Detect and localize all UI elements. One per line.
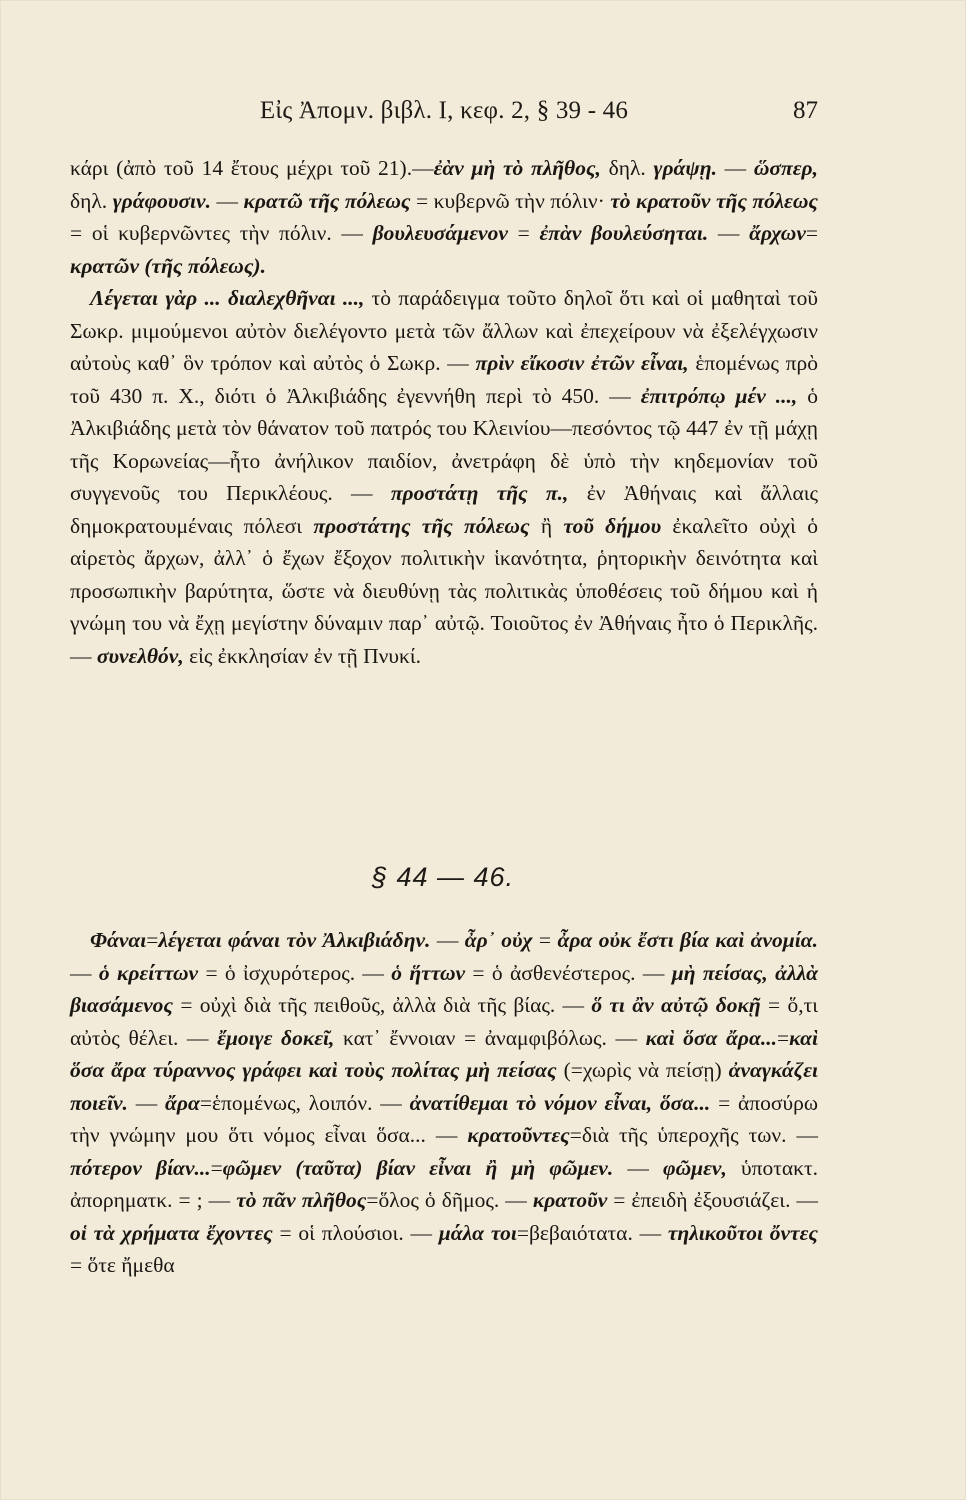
keyword-term: ἔμοιγε δοκεῖ,	[217, 1025, 335, 1050]
keyword-term: κρατοῦντες	[467, 1123, 570, 1147]
section-heading: § 44 — 46.	[371, 862, 515, 892]
keyword-term: οἱ τὰ χρήματα ἔχοντες	[70, 1220, 273, 1245]
keyword-term: τὸ κρατοῦν τῆς πόλεως	[610, 188, 819, 213]
keyword-term: ἐπὰν βουλεύσηται.	[539, 221, 709, 245]
keyword-term: ὅ τι ἂν αὐτῷ δοκῇ	[591, 993, 761, 1017]
keyword-term: μὴ πείσας, ἀλλὰ βιασάμενος	[70, 960, 819, 1017]
keyword-term: ὁ κρείττων	[98, 960, 199, 985]
commentary-block-1	[70, 152, 818, 672]
keyword-term: Φάναι	[90, 928, 147, 952]
keyword-term: ὥσπερ,	[753, 156, 818, 180]
paragraph: κάρι (ἀπὸ τοῦ 14 ἔτους μέχρι τοῦ 21).—ἐὰν μὴ τὸ πλῆθος, δηλ. γράψῃ. — ὥσπερ, δηλ. γράφουσιν. — κρατῶ τῆς πόλεως = κυβερνῶ τὴν πόλιν· τὸ κρατοῦν τῆς πόλεως = οἱ κυβερνῶντες τὴν πόλιν. — βουλευσάμενον = ἐπὰν βουλεύσηται. — ἄρχων= κρατῶν (τῆς πόλεως).	[70, 156, 819, 278]
keyword-term: τοῦ δήμου	[563, 513, 662, 538]
keyword-term: ἆρα οὐκ ἔστι βία καὶ ἀνομία.	[557, 928, 819, 952]
keyword-term: κρατῶ τῆς πόλεως	[243, 188, 411, 213]
running-header	[70, 92, 818, 130]
keyword-term: καὶ ὅσα ἄρα τύραννος γράφει καὶ τοὺς πολίτας μὴ πείσας	[70, 1025, 818, 1082]
keyword-term: τὸ πᾶν πλῆθος	[236, 1188, 367, 1212]
keyword-term: ἆρ᾽ οὐχ	[464, 928, 533, 952]
keyword-term: ἀναγκάζει ποιεῖν.	[70, 1058, 818, 1115]
keyword-term: μάλα τοι	[438, 1220, 517, 1245]
keyword-term: κρατοῦν	[532, 1188, 608, 1212]
keyword-term: λέγεται φάναι τὸν Ἀλκιβιάδην.	[158, 928, 431, 952]
keyword-term: πότερον βίαν...	[70, 1155, 211, 1180]
paragraph: Φάναι=λέγεται φάναι τὸν Ἀλκιβιάδην. — ἆρ᾽ οὐχ = ἆρα οὐκ ἔστι βία καὶ ἀνομία. — ὁ κρείττων = ὁ ἰσχυρότερος. — ὁ ἥττων = ὁ ἀσθενέστερος. — μὴ πείσας, ἀλλὰ βιασάμενος = οὐχὶ διὰ τῆς πειθοῦς, ἀλλὰ διὰ τῆς βίας. — ὅ τι ἂν αὐτῷ δοκῇ = ὅ,τι αὐτὸς θέλει. — ἔμοιγε δοκεῖ, κατ᾽ ἔννοιαν = ἀναμφιβόλως. — καὶ ὅσα ἄρα...=καὶ ὅσα ἄρα τύραννος γράφει καὶ τοὺς πολίτας μὴ πείσας (=χωρὶς νὰ πείσῃ) ἀναγκάζει ποιεῖν. — ἄρα=ἑπομένως, λοιπόν. — ἀνατίθεμαι τὸ νόμον εἶναι, ὅσα... = ἀποσύρω τὴν γνώμην μου ὅτι νόμος εἶναι ὅσα... — κρατοῦντες=διὰ τῆς ὑπεροχῆς των. — πότερον βίαν...=φῶμεν (ταῦτα) βίαν εἶναι ἢ μὴ φῶμεν. — φῶμεν, ὑποτακτ. ἀπορηματκ. = ; — τὸ πᾶν πλῆθος=ὅλος ὁ δῆμος. — κρατοῦν = ἐπειδὴ ἐξουσιάζει. — οἱ τὰ χρήματα ἔχοντες = οἱ πλούσιοι. — μάλα τοι=βεβαιότατα. — τηλικοῦτοι ὄντες = ὅτε ἤμεθα	[70, 928, 819, 1277]
keyword-term: προστάτῃ τῆς π.,	[390, 481, 569, 505]
keyword-term: γράψῃ.	[653, 156, 717, 180]
keyword-term: ἄρχων	[749, 221, 806, 245]
paragraph: Λέγεται γὰρ ... διαλεχθῆναι ..., τὸ παράδειγμα τοῦτο δηλοῖ ὅτι καὶ οἱ μαθηταὶ τοῦ Σωκρ. μιμούμενοι αὐτὸν διελέγοντο μετὰ τῶν ἄλλων καὶ ἐπεχείρουν νὰ ἐξελέγχωσιν αὐτοὺς καθ᾽ ὃν τρόπον καὶ αὐτὸς ὁ Σωκρ. — πρὶν εἴκοσιν ἐτῶν εἶναι, ἑπομένως πρὸ τοῦ 430 π. Χ., διότι ὁ Ἀλκιβιάδης ἐγεννήθη περὶ τὸ 450. — ἐπιτρόπῳ μέν ..., ὁ Ἀλκιβιάδης μετὰ τὸν θάνατον τοῦ πατρός του Κλεινίου—πεσόντος τῷ 447 ἐν τῇ μάχῃ τῆς Κορωνείας—ἦτο ἀνήλικον παιδίον, ἀνετράφη δὲ ὑπὸ τὴν κηδεμονίαν τοῦ συγγενοῦς του Περικλέους. — προστάτῃ τῆς π., ἐν Ἀθήναις καὶ ἄλλαις δημοκρατουμέναις πόλεσι προστάτης τῆς πόλεως ἢ τοῦ δήμου ἐκαλεῖτο οὐχὶ ὁ αἱρετὸς ἄρχων, ἀλλ᾽ ὁ ἔχων ἔξοχον πολιτικὴν ἱκανότητα, ῥητορικὴν δεινότητα καὶ προσωπικὴν βαρύτητα, ὥστε νὰ διευθύνῃ τὰς πολιτικὰς ὑποθέσεις τοῦ δήμου καὶ ἡ γνώμη του νὰ ἔχῃ μεγίστην δύναμιν παρ᾽ αὐτῷ. Τοιοῦτος ἐν Ἀθήναις ἦτο ὁ Περικλῆς. — συνελθόν, εἰς ἐκκλησίαν ἐν τῇ Πνυκί.	[70, 286, 819, 668]
keyword-term: φῶμεν,	[663, 1155, 727, 1180]
keyword-term: κρατῶν (τῆς πόλεως).	[70, 253, 266, 278]
keyword-term: φῶμεν (ταῦτα) βίαν εἶναι ἢ μὴ φῶμεν.	[222, 1155, 614, 1180]
keyword-term: γράφουσιν.	[112, 188, 211, 213]
keyword-term: προστάτης τῆς πόλεως	[313, 513, 530, 538]
keyword-term: ἐπιτρόπῳ μέν ...,	[640, 383, 798, 408]
keyword-term: ἐὰν μὴ τὸ πλῆθος,	[433, 156, 601, 180]
keyword-term: καὶ ὅσα ἄρα...	[645, 1025, 777, 1050]
keyword-term: ὁ ἥττων	[391, 960, 466, 985]
keyword-term: πρὶν εἴκοσιν ἐτῶν εἶναι,	[475, 351, 689, 375]
commentary-block-2	[70, 924, 818, 1282]
keyword-term: συνελθόν,	[96, 643, 184, 668]
keyword-term: ἀνατίθεμαι τὸ νόμον εἶναι, ὅσα...	[409, 1090, 711, 1115]
header-title: Εἰς Ἀπομν. βιβλ. Ι, κεφ. 2, § 39 - 46	[259, 97, 629, 124]
keyword-term: τηλικοῦτοι ὄντες	[667, 1220, 818, 1245]
page-number: 87	[793, 97, 818, 124]
keyword-term: Λέγεται γὰρ ... διαλεχθῆναι ...,	[90, 286, 365, 310]
keyword-term: βουλευσάμενον	[372, 221, 508, 245]
keyword-term: ἄρα	[165, 1090, 200, 1115]
